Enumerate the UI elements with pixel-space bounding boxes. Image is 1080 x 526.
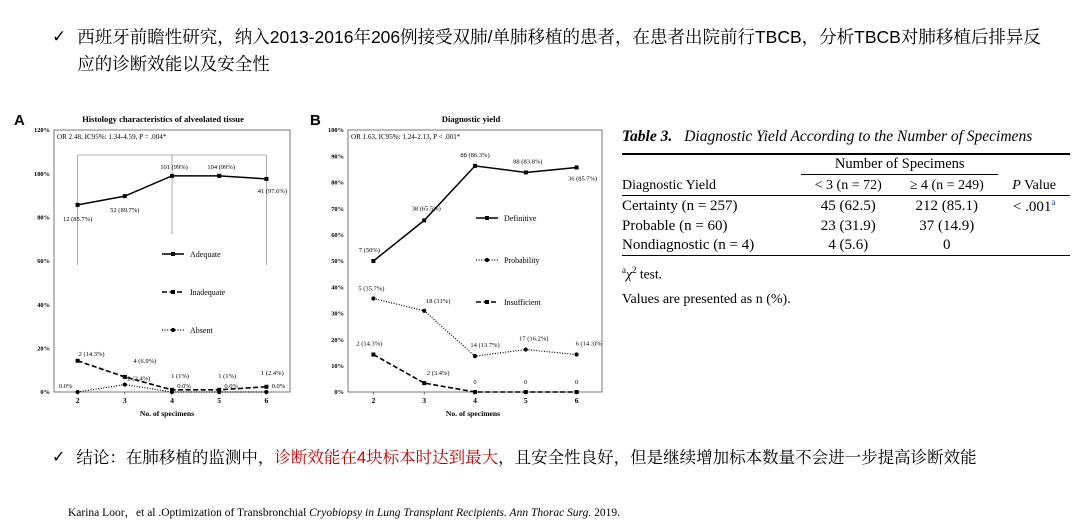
svg-text:38 (65.5%): 38 (65.5%) xyxy=(411,205,441,213)
table-bottom-rule xyxy=(622,256,1070,259)
cell-ge4: 212 (85.1) xyxy=(895,196,998,218)
empty-pvalue-top-cell xyxy=(998,154,1070,175)
svg-text:0: 0 xyxy=(473,379,477,386)
figure-area xyxy=(12,108,612,420)
citation-title-italic: Cryobiopsy in Lung Transplant Recipients. xyxy=(309,507,507,519)
svg-text:18 (31%): 18 (31%) xyxy=(426,297,451,305)
panel-b-title: Diagnostic yield xyxy=(441,114,501,124)
svg-text:OR 2.48, IC95%: 1.34-4.59, P =: OR 2.48, IC95%: 1.34-4.59, P = .004* xyxy=(57,133,167,141)
chart-panel-a xyxy=(12,108,300,420)
cell-pvalue xyxy=(998,236,1070,256)
svg-text:0: 0 xyxy=(524,379,528,386)
panel-a-xaxis-label: No. of specimens xyxy=(139,409,195,418)
conclusion-part2: ，且安全性良好，但是继续增加标本数量不会进一步提高诊断效能 xyxy=(498,449,977,467)
svg-text:120%: 120% xyxy=(34,127,50,135)
svg-text:Probability: Probability xyxy=(504,255,540,265)
table-body xyxy=(622,196,1070,259)
checkmark-icon-conclusion: ✓ xyxy=(52,449,66,466)
table-row xyxy=(622,196,1070,218)
svg-text:20%: 20% xyxy=(331,336,344,344)
footnote-text: test. xyxy=(636,266,662,282)
citation-title-plain: Optimization of Transbronchial xyxy=(161,507,310,519)
svg-text:2: 2 xyxy=(75,396,80,405)
svg-text:0.0%: 0.0% xyxy=(271,383,286,390)
svg-text:5: 5 xyxy=(523,396,528,405)
svg-text:88 (83.8%): 88 (83.8%) xyxy=(513,158,543,166)
svg-text:7 (50%): 7 (50%) xyxy=(358,247,380,254)
svg-text:0.0%: 0.0% xyxy=(58,383,73,390)
table-caption-text: Diagnostic Yield According to the Number of Specimens xyxy=(684,128,1033,145)
panel-a-plot xyxy=(12,108,300,420)
table-group-header-row xyxy=(622,154,1070,175)
svg-text:OR 1.63, IC95%: 1.24-2.13, P <: OR 1.63, IC95%: 1.24-2.13, P < .001* xyxy=(351,133,461,141)
pvalue-word: Value xyxy=(1020,177,1056,193)
header-text: 西班牙前瞻性研究，纳入2013-2016年206例接受双肺/单肺移植的患者，在患者出院前行TBCB，分析TBCB对肺移植后排异反应的诊断效能以及安全性 xyxy=(77,27,1041,74)
svg-text:88 (86.3%): 88 (86.3%) xyxy=(460,151,490,159)
svg-text:104 (99%): 104 (99%) xyxy=(207,163,236,171)
svg-text:80%: 80% xyxy=(331,179,344,187)
svg-text:52 (89.7%): 52 (89.7%) xyxy=(110,207,140,215)
table-3 xyxy=(622,153,1070,258)
svg-text:1 (1%): 1 (1%) xyxy=(218,372,237,380)
footnote-marker: a xyxy=(622,265,626,275)
svg-text:2 (3.4%): 2 (3.4%) xyxy=(127,375,151,383)
svg-text:70%: 70% xyxy=(331,205,344,213)
table-row xyxy=(622,236,1070,256)
svg-text:40%: 40% xyxy=(37,301,50,309)
citation-line xyxy=(68,504,620,520)
table-caption-number: Table 3. xyxy=(622,128,673,145)
svg-text:1 (2.4%): 1 (2.4%) xyxy=(261,369,284,377)
row-label: Nondiagnostic (n = 4) xyxy=(622,237,755,253)
col-header-diagnostic-yield: Diagnostic Yield xyxy=(622,177,716,193)
table-caption xyxy=(622,126,1070,147)
svg-text:30%: 30% xyxy=(331,310,344,318)
citation-journal: Ann Thorac Surg. xyxy=(506,507,592,519)
panel-a-letter: A xyxy=(14,112,25,129)
citation-year: 2019. xyxy=(591,507,620,519)
panel-b-plot xyxy=(308,108,612,420)
svg-text:17 (16.2%): 17 (16.2%) xyxy=(519,335,549,343)
row-label: Probable (n = 60) xyxy=(622,218,728,234)
panel-a-title: Histology characteristics of alveolated tissue xyxy=(82,114,244,124)
table-3-block xyxy=(622,126,1070,308)
group-header-specimens: Number of Specimens xyxy=(801,154,998,175)
svg-text:0.0%: 0.0% xyxy=(224,383,238,390)
chart-panel-b xyxy=(308,108,612,420)
svg-text:40%: 40% xyxy=(331,284,344,292)
svg-text:Absent: Absent xyxy=(190,325,213,335)
svg-text:0%: 0% xyxy=(334,389,344,397)
citation-authors: Karina Loor，et al . xyxy=(68,507,162,519)
table-footnote-chi xyxy=(622,265,1070,283)
svg-text:3: 3 xyxy=(122,396,127,405)
svg-text:80%: 80% xyxy=(37,214,50,222)
svg-text:2 (3.4%): 2 (3.4%) xyxy=(426,370,450,378)
svg-text:4: 4 xyxy=(473,396,477,405)
conclusion-bullet xyxy=(52,446,1052,471)
cell-ge4: 0 xyxy=(943,237,951,253)
svg-text:4 (6.9%): 4 (6.9%) xyxy=(133,357,157,365)
cell-lt3: 45 (62.5) xyxy=(801,196,895,218)
row-label: Certainty (n = 257) xyxy=(622,196,801,218)
svg-text:41 (97.6%): 41 (97.6%) xyxy=(257,187,288,195)
conclusion-text xyxy=(76,446,976,471)
table-column-header-row xyxy=(622,175,1070,196)
chi-exponent: 2 xyxy=(631,265,637,275)
empty-corner-cell xyxy=(622,154,801,175)
panel-b-letter: B xyxy=(310,112,321,129)
panel-b-xaxis-label: No. of specimens xyxy=(445,409,501,418)
svg-text:90%: 90% xyxy=(331,153,344,161)
col-header-ge4: ≥ 4 (n = 249) xyxy=(909,178,984,193)
svg-text:5: 5 xyxy=(217,396,222,405)
svg-text:2 (14.3%): 2 (14.3%) xyxy=(78,350,105,358)
svg-text:0: 0 xyxy=(574,379,579,386)
svg-text:Insufficient: Insufficient xyxy=(504,297,541,307)
svg-text:60%: 60% xyxy=(37,258,50,266)
cell-ge4: 37 (14.9) xyxy=(919,218,975,234)
cell-lt3: 23 (31.9) xyxy=(820,218,876,234)
conclusion-part1: 结论：在肺移植的监测中， xyxy=(76,449,275,467)
svg-text:100%: 100% xyxy=(34,170,50,178)
header-bullet xyxy=(52,24,1042,78)
svg-text:5 (35.7%): 5 (35.7%) xyxy=(358,285,385,293)
cell-pvalue xyxy=(998,217,1070,236)
svg-text:10%: 10% xyxy=(331,363,344,370)
svg-text:Adequate: Adequate xyxy=(190,249,221,259)
chi-symbol: χ xyxy=(626,266,632,282)
svg-text:Definitive: Definitive xyxy=(504,213,537,223)
col-header-lt3: < 3 (n = 72) xyxy=(814,178,882,193)
svg-text:50%: 50% xyxy=(331,258,344,266)
svg-text:2: 2 xyxy=(371,396,376,405)
svg-text:36 (85.7%): 36 (85.7%) xyxy=(567,175,598,183)
conclusion-highlight: 诊断效能在4块标本时达到最大 xyxy=(274,449,499,467)
pvalue-italic-p: P xyxy=(1012,177,1021,193)
svg-text:101 (99%): 101 (99%) xyxy=(160,163,188,171)
svg-text:100%: 100% xyxy=(328,127,344,135)
svg-text:6: 6 xyxy=(264,396,269,405)
svg-text:12 (85.7%): 12 (85.7%) xyxy=(62,215,93,223)
checkmark-icon: ✓ xyxy=(52,27,67,46)
table-note: Values are presented as n (%). xyxy=(622,291,791,307)
svg-text:1 (1%): 1 (1%) xyxy=(171,372,189,380)
svg-text:0%: 0% xyxy=(40,389,50,397)
svg-text:4: 4 xyxy=(170,396,174,405)
cell-lt3: 4 (5.6) xyxy=(828,237,869,253)
col-header-pvalue xyxy=(998,175,1070,196)
svg-text:14 (13.7%): 14 (13.7%) xyxy=(470,342,500,350)
pvalue-footnote-marker: a xyxy=(1051,197,1056,207)
svg-text:3: 3 xyxy=(422,396,427,405)
svg-text:20%: 20% xyxy=(37,345,50,353)
svg-text:2 (14.3%): 2 (14.3%) xyxy=(356,340,383,348)
svg-text:6: 6 xyxy=(574,396,579,405)
svg-text:Inadequate: Inadequate xyxy=(190,287,226,297)
svg-text:0.0%: 0.0% xyxy=(177,383,191,390)
cell-pvalue: < .001$^a$ xyxy=(998,196,1070,218)
svg-text:60%: 60% xyxy=(331,232,344,239)
table-row xyxy=(622,217,1070,236)
svg-text:6 (14.3)%: 6 (14.3)% xyxy=(575,340,602,348)
